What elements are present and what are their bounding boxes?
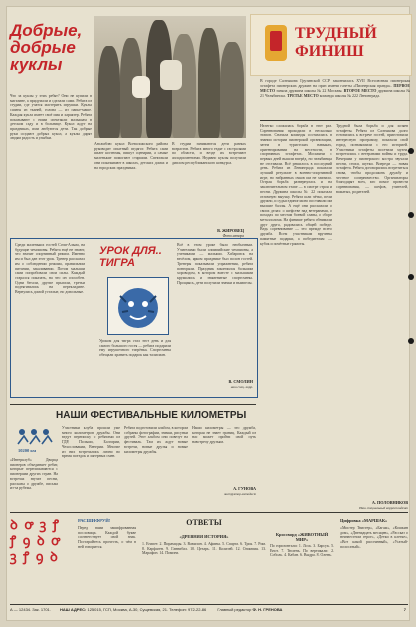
answers-text: 1. Египет. 2. Пирамиды. 3. Вавилон. 4. Афины. 5. Спарта. 6. Троя. 7. Рим. 8. Карфаген. 9. Ганнибал. 10. Цезарь. 11. Колизей. 12. Олимпия. 13. Марафон. 14. Помпеи. bbox=[142, 542, 266, 556]
tiger-head-icon bbox=[108, 278, 168, 334]
footer-editor-label: Главный редактор bbox=[217, 607, 252, 612]
footer bbox=[10, 607, 408, 617]
tiger-signature-role: наш спец. корр. bbox=[230, 385, 253, 389]
decipher-title: РАСШИФРУЙ! bbox=[78, 518, 111, 523]
finish-lead: В городе Салтыкова Грузинской ССР закончилась XVII Всесоюзная пионерская эстафета пионерских дружин на приз имени газеты «Пионерская правда». ПЕРВОЕ МЕСТО заняла дружина школы № 22 Москвы. ВТОРОЕ МЕСТО дружина школы № 21 Челябинска. ТРЕТЬЕ МЕСТО команда школы № 222 Ленинграда. bbox=[260, 78, 410, 98]
punch-hole bbox=[408, 212, 414, 218]
footer-phone: 972-22-86 bbox=[188, 607, 207, 612]
runner-icon bbox=[14, 426, 54, 448]
finish-article-col1: Нелегко сложилась борьба в этот раз. Соревнования проходили в несколько этапов. Сначала команды состязались в знании истории пионерской организации, затем в туристских навыках, ориентировании на местности, в спортивных эстафетах. Москвичи с первых дней вышли вперёд, но челябинцы не отставали. Всё решилось в последний день. Ребята из Ленинграда показали лучший результат в военно-спортивной игре, но набранных очков им не хватило. Острая борьба развернулась и на заключительном этапе — в смотре строя и песни. Дружина школы № 22 показала отличную выучку. Ребята шли чётко, пели дружно, и судьи единогласно поставили им высшие баллы. А ещё они рассказали о своих делах: о шефстве над ветеранами, о походах по местам боевой славы, о сборе металлолома. На финише ребята обнимали друг друга, радовались общей победе. Ведь соревнование — это прежде всего дружба. Всем участникам вручены памятные подарки, а победителям — кубок и почётные грамоты. bbox=[260, 124, 332, 246]
tiger-signature: В. СМОЛИН bbox=[228, 379, 253, 384]
festival-col1: «Интерклуб» Дворца пионеров объединяет ребят, которые переписываются с пионерами других стран. На встречах звучат песни, рассказы о дружбе, письма из-за рубежа. bbox=[10, 458, 58, 491]
newspaper-page bbox=[6, 6, 410, 621]
history-quiz-title: «ДРЕВНЯЯ ИСТОРИЯ» bbox=[179, 534, 229, 539]
dolls-article-col2: Ансамблю кукол Всеволожского района руководит опытный педагог. Ребята сами шьют костюмы, пишут сценарии, а самые маленькие помогают старшим. Спектакли они показывают в школах, детских домах и на городских праздниках. bbox=[94, 142, 168, 170]
footer-order: Зак. 1701. bbox=[32, 607, 51, 612]
decode-title: Цифровка «МАРШАК» bbox=[340, 518, 388, 523]
lighthouse-emblem-icon bbox=[265, 25, 287, 61]
page-number: 7 bbox=[403, 607, 406, 612]
cipher-glyphs: ꝺ ꝍ ꝫ ꝭ ꝭ ꝯ ꝺ ꝍ ꝫ ꝭ ꝯ ꝺ bbox=[10, 518, 61, 565]
footer-editor: Ф. Н. ГРЕНОВА bbox=[252, 607, 283, 612]
festival-col3: Ребята подготовили альбом, в котором собраны фотографии, значки, рисунки друзей. Этот альбом они повезут на фестиваль. Там их ждут новые встречи, новые друзья и новые километры дружбы. bbox=[124, 426, 188, 454]
festival-signature: А. ГУНОВА bbox=[233, 486, 256, 491]
footer-address-label: НАШ АДРЕС: bbox=[60, 607, 87, 612]
footer-phone-label: Телефон: bbox=[169, 607, 187, 612]
dolls-article-col3: В студии занимаются дети разных возрастов. Ребята много ездят с гастролями по области, и везде их встречают аплодисментами. Недавно куклы получили диплом республиканского конкурса. bbox=[172, 142, 246, 165]
dolls-photo bbox=[94, 16, 246, 138]
festival-headline: НАШИ ФЕСТИВАЛЬНЫЕ КИЛОМЕТРЫ bbox=[56, 410, 247, 421]
finish-banner bbox=[250, 14, 412, 76]
crossword-text: По горизонтали: 1. Лось. 3. Барсук. 5. Енот. 7. Тюлень. По вертикали: 2. Соболь. 4. Кабан. 6. Выдра. 8. Олень. bbox=[270, 544, 334, 558]
punch-hole bbox=[408, 148, 414, 154]
footer-issue: А — 12434. bbox=[10, 607, 32, 612]
tiger-article-col3: Всё в этом уроке было необычным. Учителями были олимпийские чемпионы, а учениками — малыши. Хабаровск на весёлом, ярком празднике был полон гостей. Тренеры показывали упражнения, ребята повторяли. Праздник закончился большим хороводом, в котором вместе с малышами кружились и знаменитые спортсмены. Прощаясь, дети получили значки и вымпелы. bbox=[177, 243, 253, 285]
dolls-signature-role: Фото автора bbox=[222, 234, 244, 238]
decipher-text: Перед вами зашифрованная пословица. Каждой букве соответствует свой знак. Постарайтесь прочесть, о чём в ней говорится. bbox=[78, 526, 136, 549]
cipher-puzzle bbox=[10, 518, 72, 598]
tiger-article-col1: Среди маленьких гостей Сочи-Альма, на будущие чемпионы. Ребята ещё не знают, что значит спортивный режим. Именно им и был дан этот урок. Тренер рассказал им о соблюдении режима, правильном питании, закаливании. Потом малыши сами попробовали свои силы. Каждый старался показать, на что он способен. Одни бегали, другие прыгали, третьи подтягивались на перекладине. Вернулись домой усталые, но довольные. bbox=[15, 243, 85, 295]
crossword-title: Кроссворд «ЖИВОТНЫЙ МИР» bbox=[275, 532, 329, 542]
tiger-headline: УРОК ДЛЯ.. ТИГРА bbox=[99, 245, 162, 269]
festival-logo bbox=[14, 426, 54, 454]
tiger-illustration bbox=[107, 277, 169, 335]
dolls-signature: В. ЖИРОВЕЦ bbox=[217, 228, 244, 233]
punch-hole bbox=[408, 338, 414, 344]
decode-text: «Мистер Твистер», «Багаж», «Кошкин дом», «Двенадцать месяцев», «Рассказ о неизвестном герое», «Детки в клетке», «Вот какой рассеянный», «Усатый-полосатый». bbox=[340, 526, 408, 549]
finish-signature-role: Наш специальный корреспондент bbox=[359, 506, 408, 510]
footer-address: 125015, ГСП, Москва, А-30, Сущевская, 21. bbox=[87, 607, 169, 612]
answers-headline: ОТВЕТЫ bbox=[186, 518, 222, 527]
finish-headline: ТРУДНЫЙ ФИНИШ bbox=[295, 25, 377, 60]
festival-km: 10200 км bbox=[18, 448, 37, 453]
tiger-article-col2: Уроком для тигра стал этот день и для самого большого гостя — ребята подарили ему игрушечного тигрёнка. Спортсмены обещали хранить подарок как талисман. bbox=[99, 339, 171, 358]
punch-hole bbox=[408, 274, 414, 280]
dolls-article-column: Что за куклы у этих ребят? Они не купили в магазине, а придумали и сделали сами. Ребята из студии, где учатся мастерить игрушки. Куклы сшиты из тканей, голова — из папье-маше. Каждая кукла имеет своё имя и характер. Ребята показывают с ними спектакли малышам в детском саду и в больнице. Кукол ждут на праздниках, ими любуются дети. Так добрые руки создают добрых кукол, а куклы дарят людям радость и улыбки. bbox=[10, 94, 92, 141]
dolls-headline: Добрые, добрые куклы bbox=[10, 21, 83, 74]
finish-article-col2: Трудной была борьба и для хозяев эстафеты. Ребята из Салтыкова долго готовились к встрече гостей, приготовили интересную программу, показали свой город, познакомили с его историей. Участники эстафеты посетили музеи, встретились с ветеранами войны и труда. Вечерами у пионерского костра звучали песни, стихи, шутки. Впереди — новая эстафета. Ребята договорились встретиться снова, чтобы продолжить дружбу и честное соперничество. Организаторы благодарят всех, кто помог провести соревнования, — шефов, учителей, вожатых, родителей. bbox=[336, 124, 408, 194]
festival-signature-role: инструктор-методист bbox=[223, 492, 256, 496]
tiger-section bbox=[10, 238, 258, 398]
festival-col4: Наши километры — это дружба, которая не знает границ. Каждый из нас может пройти свой путь навстречу друзьям. bbox=[192, 426, 256, 445]
festival-col2: Участники клуба прошли уже много километров дружбы. Они ведут переписку с ребятами из ГДР, Польши, Болгарии, Чехословакии, Венгрии. Многие из них встречались лично во время поездок и лагерных смен. bbox=[62, 426, 120, 459]
finish-signature: А. ПОЛОВНИКОВ bbox=[371, 500, 408, 505]
